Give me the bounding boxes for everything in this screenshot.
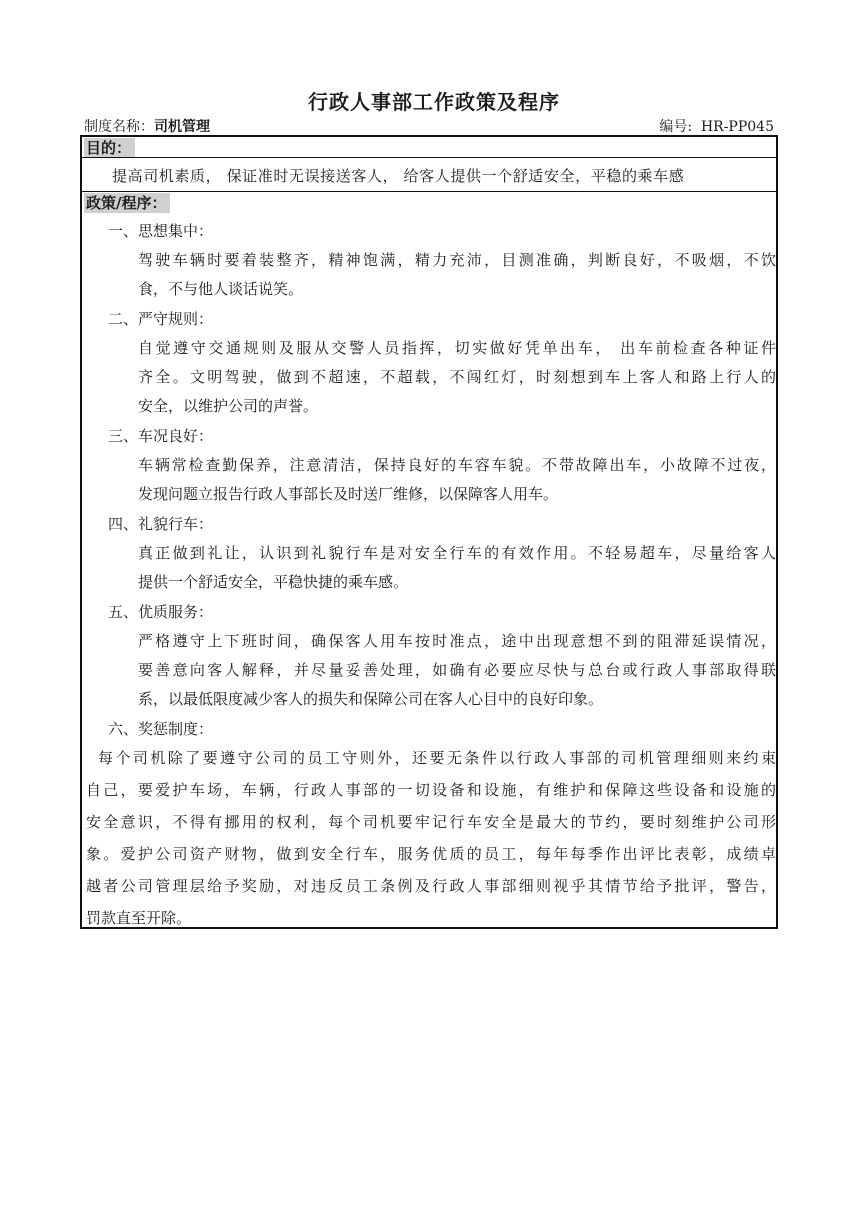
paragraph-line: 自己，要爱护车场，车辆，行政人事部的一切设备和设施，有维护和保障这些设备和设施的 <box>86 781 776 799</box>
divider <box>82 157 776 158</box>
policy-number <box>659 116 774 136</box>
policy-number-label: 编号: <box>659 119 693 135</box>
paragraph-line: 真正做到礼让，认识到礼貌行车是对安全行车的有效作用。不轻易超车，尽量给客人 <box>138 544 776 562</box>
policy-number-value: HR-PP045 <box>700 119 774 135</box>
purpose-label: 目的： <box>84 138 135 158</box>
paragraph-line: 提供一个舒适安全，平稳快捷的乘车感。 <box>138 573 409 591</box>
paragraph-line: 安全意识，不得有挪用的权利，每个司机要牢记行车安全是最大的节约，要时刻维护公司形 <box>86 813 776 831</box>
section-heading: 六、奖惩制度： <box>108 720 214 738</box>
policy-name-value: 司机管理 <box>154 119 210 135</box>
policy-name <box>84 116 210 136</box>
paragraph-line: 系，以最低限度减少客人的损失和保障公司在客人心目中的良好印象。 <box>138 690 604 708</box>
paragraph-line: 自觉遵守交通规则及服从交警人员指挥，切实做好凭单出车， 出车前检查各种证件 <box>138 339 776 357</box>
purpose-text: 提高司机素质， 保证准时无误接送客人， 给客人提供一个舒适安全，平稳的乘车感 <box>112 167 685 185</box>
paragraph-line: 严格遵守上下班时间，确保客人用车按时准点，途中出现意想不到的阻滞延误情况， <box>138 632 776 650</box>
paragraph-line: 食，不与他人谈话说笑。 <box>138 280 304 298</box>
section-heading: 一、思想集中： <box>108 222 214 240</box>
section-heading: 四、礼貌行车： <box>108 515 214 533</box>
divider <box>82 191 776 192</box>
paragraph-line: 发现问题立报告行政人事部长及时送厂维修，以保障客人用车。 <box>138 485 559 503</box>
paragraph-line: 安全，以维护公司的声誉。 <box>138 397 319 415</box>
paragraph-line: 要善意向客人解释，并尽量妥善处理，如确有必要应尽快与总台或行政人事部取得联 <box>138 661 776 679</box>
policy-label: 政策/程序： <box>84 193 170 213</box>
paragraph-line: 车辆常检查勤保养，注意清洁，保持良好的车容车貌。不带故障出车，小故障不过夜， <box>138 456 776 474</box>
policy-name-label: 制度名称： <box>84 119 154 135</box>
section-heading: 五、优质服务： <box>108 603 214 621</box>
paragraph-line: 齐全。文明驾驶，做到不超速，不超载，不闯红灯，时刻想到车上客人和路上行人的 <box>138 368 776 386</box>
paragraph-line: 越者公司管理层给予奖励，对违反员工条例及行政人事部细则视乎其情节给予批评，警告， <box>86 877 776 895</box>
policy-table <box>80 135 778 929</box>
paragraph-line: 每个司机除了要遵守公司的员工守则外，还要无条件以行政人事部的司机管理细则来约束 <box>98 749 776 767</box>
document-title: 行政人事部工作政策及程序 <box>308 90 560 114</box>
section-heading: 三、车况良好： <box>108 427 214 445</box>
section-heading: 二、严守规则： <box>108 310 214 328</box>
paragraph-line: 象。爱护公司资产财物，做到安全行车，服务优质的员工，每年每季作出评比表彰，成绩卓 <box>86 845 776 863</box>
paragraph-line: 驾驶车辆时要着装整齐，精神饱满，精力充沛，目测准确，判断良好，不吸烟，不饮 <box>138 251 776 269</box>
paragraph-line: 罚款直至开除。 <box>86 909 192 927</box>
